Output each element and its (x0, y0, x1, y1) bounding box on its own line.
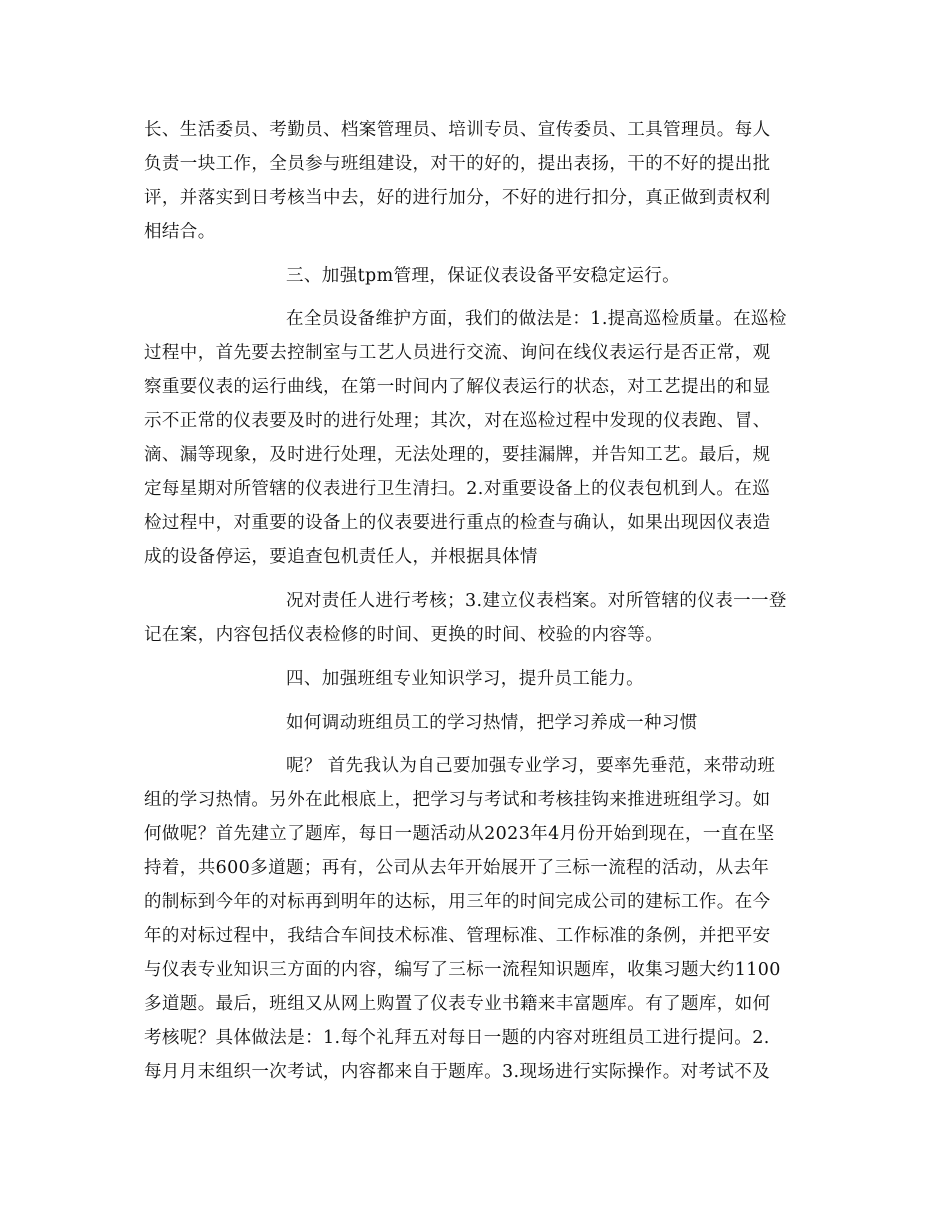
paragraph-start-line: 呢？ 首先我认为自己要加强专业学习，要率先垂范，来带动班 (286, 756, 776, 776)
body-text-line: 负责一块工作，全员参与班组建设，对干的好的，提出表扬，干的不好的提出批 (144, 154, 771, 174)
body-text-line: 滴、漏等现象，及时进行处理，无法处理的，要挂漏牌，并告知工艺。最后，规 (144, 445, 771, 465)
body-text-line: 长、生活委员、考勤员、档案管理员、培训专员、宣传委员、工具管理员。每人 (144, 120, 771, 140)
body-text-line: 过程中，首先要去控制室与工艺人员进行交流、询问在线仪表运行是否正常，观 (144, 343, 771, 363)
body-text-line: 多道题。最后，班组又从网上购置了仪表专业书籍来丰富题库。有了题库，如何 (144, 994, 771, 1014)
body-text-line: 检过程中，对重要的设备上的仪表要进行重点的检查与确认，如果出现因仪表造 (144, 513, 771, 533)
body-text-line: 何做呢？首先建立了题库，每日一题活动从2023年4月份开始到现在，一直在坚 (144, 824, 775, 844)
paragraph-start-line: 如何调动班组员工的学习热情，把学习养成一种习惯 (286, 713, 698, 733)
body-text-line: 评，并落实到日考核当中去，好的进行加分，不好的进行扣分，真正做到责权利 (144, 188, 771, 208)
body-text-line: 年的对标过程中，我结合车间技术标准、管理标准、工作标准的条例，并把平安 (144, 926, 771, 946)
body-text-line: 相结合。 (144, 222, 216, 242)
body-text-line: 与仪表专业知识三方面的内容，编写了三标一流程知识题库，收集习题大约1100 (144, 960, 781, 980)
paragraph-start-line: 在全员设备维护方面，我们的做法是：1.提高巡检质量。在巡检 (286, 309, 787, 329)
body-text-line: 每月月末组织一次考试，内容都来自于题库。3.现场进行实际操作。对考试不及 (144, 1062, 771, 1082)
body-text-line: 察重要仪表的运行曲线，在第一时间内了解仪表运行的状态，对工艺提出的和显 (144, 377, 771, 397)
body-text-line: 组的学习热情。另外在此根底上，把学习与考试和考核挂钩来推进班组学习。如 (144, 790, 771, 810)
body-text-line: 的制标到今年的对标再到明年的达标，用三年的时间完成公司的建标工作。在今 (144, 892, 771, 912)
section-heading: 三、加强tpm管理，保证仪表设备平安稳定运行。 (286, 266, 681, 286)
body-text-line: 考核呢？具体做法是：1.每个礼拜五对每日一题的内容对班组员工进行提问。2. (144, 1028, 770, 1048)
body-text-line: 成的设备停运，要追查包机责任人，并根据具体情 (144, 547, 538, 567)
body-text-line: 记在案，内容包括仪表检修的时间、更换的时间、校验的内容等。 (144, 625, 664, 645)
body-text-line: 示不正常的仪表要及时的进行处理；其次，对在巡检过程中发现的仪表跑、冒、 (144, 411, 771, 431)
body-text-line: 持着，共600多道题；再有，公司从去年开始展开了三标一流程的活动，从去年 (144, 858, 770, 878)
body-text-line: 定每星期对所管辖的仪表进行卫生清扫。2.对重要设备上的仪表包机到人。在巡 (144, 479, 771, 499)
paragraph-start-line: 况对责任人进行考核；3.建立仪表档案。对所管辖的仪表一一登 (286, 591, 787, 611)
section-heading: 四、加强班组专业知识学习，提升员工能力。 (286, 669, 644, 689)
